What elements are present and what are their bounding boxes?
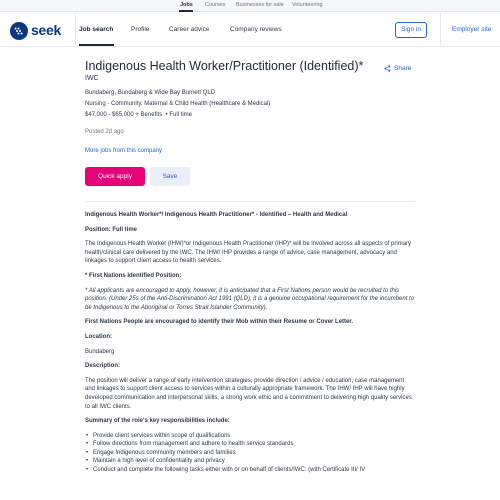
job-work-type: Full time: [169, 112, 193, 118]
more-jobs-link[interactable]: More jobs from this company: [85, 148, 163, 154]
nav-job-search[interactable]: Job search: [79, 26, 114, 33]
position-label: Position: Full time: [85, 226, 137, 233]
top-link-volunteering[interactable]: Volunteering: [292, 2, 323, 8]
location-label: Location:: [85, 333, 112, 340]
description-heading: Indigenous Health Worker*/ Indigenous Health Practitioner* - Identified – Health and Medical: [85, 212, 348, 218]
share-link[interactable]: Share: [394, 65, 412, 72]
company-name[interactable]: IWC: [85, 75, 99, 82]
employer-site-link[interactable]: Employer site: [452, 26, 492, 33]
header-divider: [75, 13, 76, 47]
seek-logo-icon[interactable]: [10, 22, 28, 40]
job-salary-worktype: [85, 112, 192, 118]
responsibilities-list: [85, 432, 415, 475]
nav-profile[interactable]: Profile: [131, 26, 150, 33]
intro-paragraph: The Indigenous Health Worker (IHW)*or Indigenous Health Practitioner (IHP)* will be involved across all aspects of primary health/clinical care delivered by the IWC. The IHW/ IHP provides a range of advice, case management, advocacy and linkages to support client access to health services.: [85, 241, 412, 265]
header-divider-right: [440, 13, 441, 47]
location-value: Bundaberg: [85, 348, 115, 355]
top-link-courses[interactable]: Courses: [205, 2, 226, 8]
first-nations-heading: * First Nations Identified Position:: [85, 272, 182, 279]
description-label: Description:: [85, 363, 121, 370]
nav-active-indicator: [79, 44, 114, 46]
top-link-businesses[interactable]: Businesses for sale: [236, 2, 284, 8]
job-title: Indigenous Health Worker/Practitioner (Identified)*: [85, 59, 364, 73]
job-classification[interactable]: Nursing - Community, Maternal & Child Health (Healthcare & Medical): [85, 101, 271, 107]
site-header: [0, 13, 500, 47]
list-item: • Maintain a high level of confidentiality and privacy: [85, 457, 415, 466]
share-icon[interactable]: [384, 65, 391, 72]
posted-date: Posted 2d ago: [85, 129, 124, 135]
job-salary: $47,000 - $65,000 + Benefits: [85, 112, 163, 118]
list-item: • Follow directions from management and adhere to health service standards: [85, 440, 415, 449]
list-item: • Conduct and complete the following tasks either with or on behalf of clients/IWC: (with Certificate III/ IV: [85, 466, 415, 475]
job-description: [85, 211, 415, 481]
seek-logo-text[interactable]: seek: [31, 22, 61, 38]
nav-career-advice[interactable]: Career advice: [169, 26, 210, 33]
meta-separator: •: [163, 112, 170, 118]
responsibilities-heading: Summary of the role's key responsibilities include:: [85, 418, 230, 425]
list-item: • Engage Indigenous community members and families: [85, 449, 415, 458]
save-button[interactable]: Save: [150, 167, 190, 186]
list-item: • Provide client services within scope of qualifications: [85, 432, 415, 441]
first-nations-text: * All applicants are encouraged to apply, however, it is anticipated that a First Nations person would be recruited to this position. (Under 25s of the Anti-Discrimination Act 1991 (QLD), it is a genuine occupational requirement for the incumbent to be Indigenous to the Aboriginal or Torres Strait Islander Community).: [85, 287, 415, 311]
top-utility-bar: [0, 0, 500, 12]
job-location[interactable]: Bundaberg, Bundaberg & Wide Bay Burnett QLD: [85, 90, 216, 96]
description-text: The position will deliver a range of early intervention strategies, provide direction / advice / education, case management and linkages to support client access to services within a culturally appropriate framework. The IHW/ IHP will have highly developed communication and interpersonal skills, a strong work ethic and a commitment to delivering high quality services to all IWC clients.: [85, 377, 412, 410]
mob-note: First Nations People are encouraged to identify their Mob within their Resume or Cover Letter.: [85, 319, 354, 326]
top-link-active-indicator: [179, 10, 193, 12]
logo-dots-icon: [14, 27, 24, 35]
divider: [85, 201, 415, 202]
nav-company-reviews[interactable]: Company reviews: [230, 26, 282, 33]
quick-apply-button[interactable]: Quick apply: [85, 167, 145, 186]
sign-in-button[interactable]: Sign in: [395, 22, 427, 38]
top-link-jobs[interactable]: Jobs: [180, 2, 193, 8]
